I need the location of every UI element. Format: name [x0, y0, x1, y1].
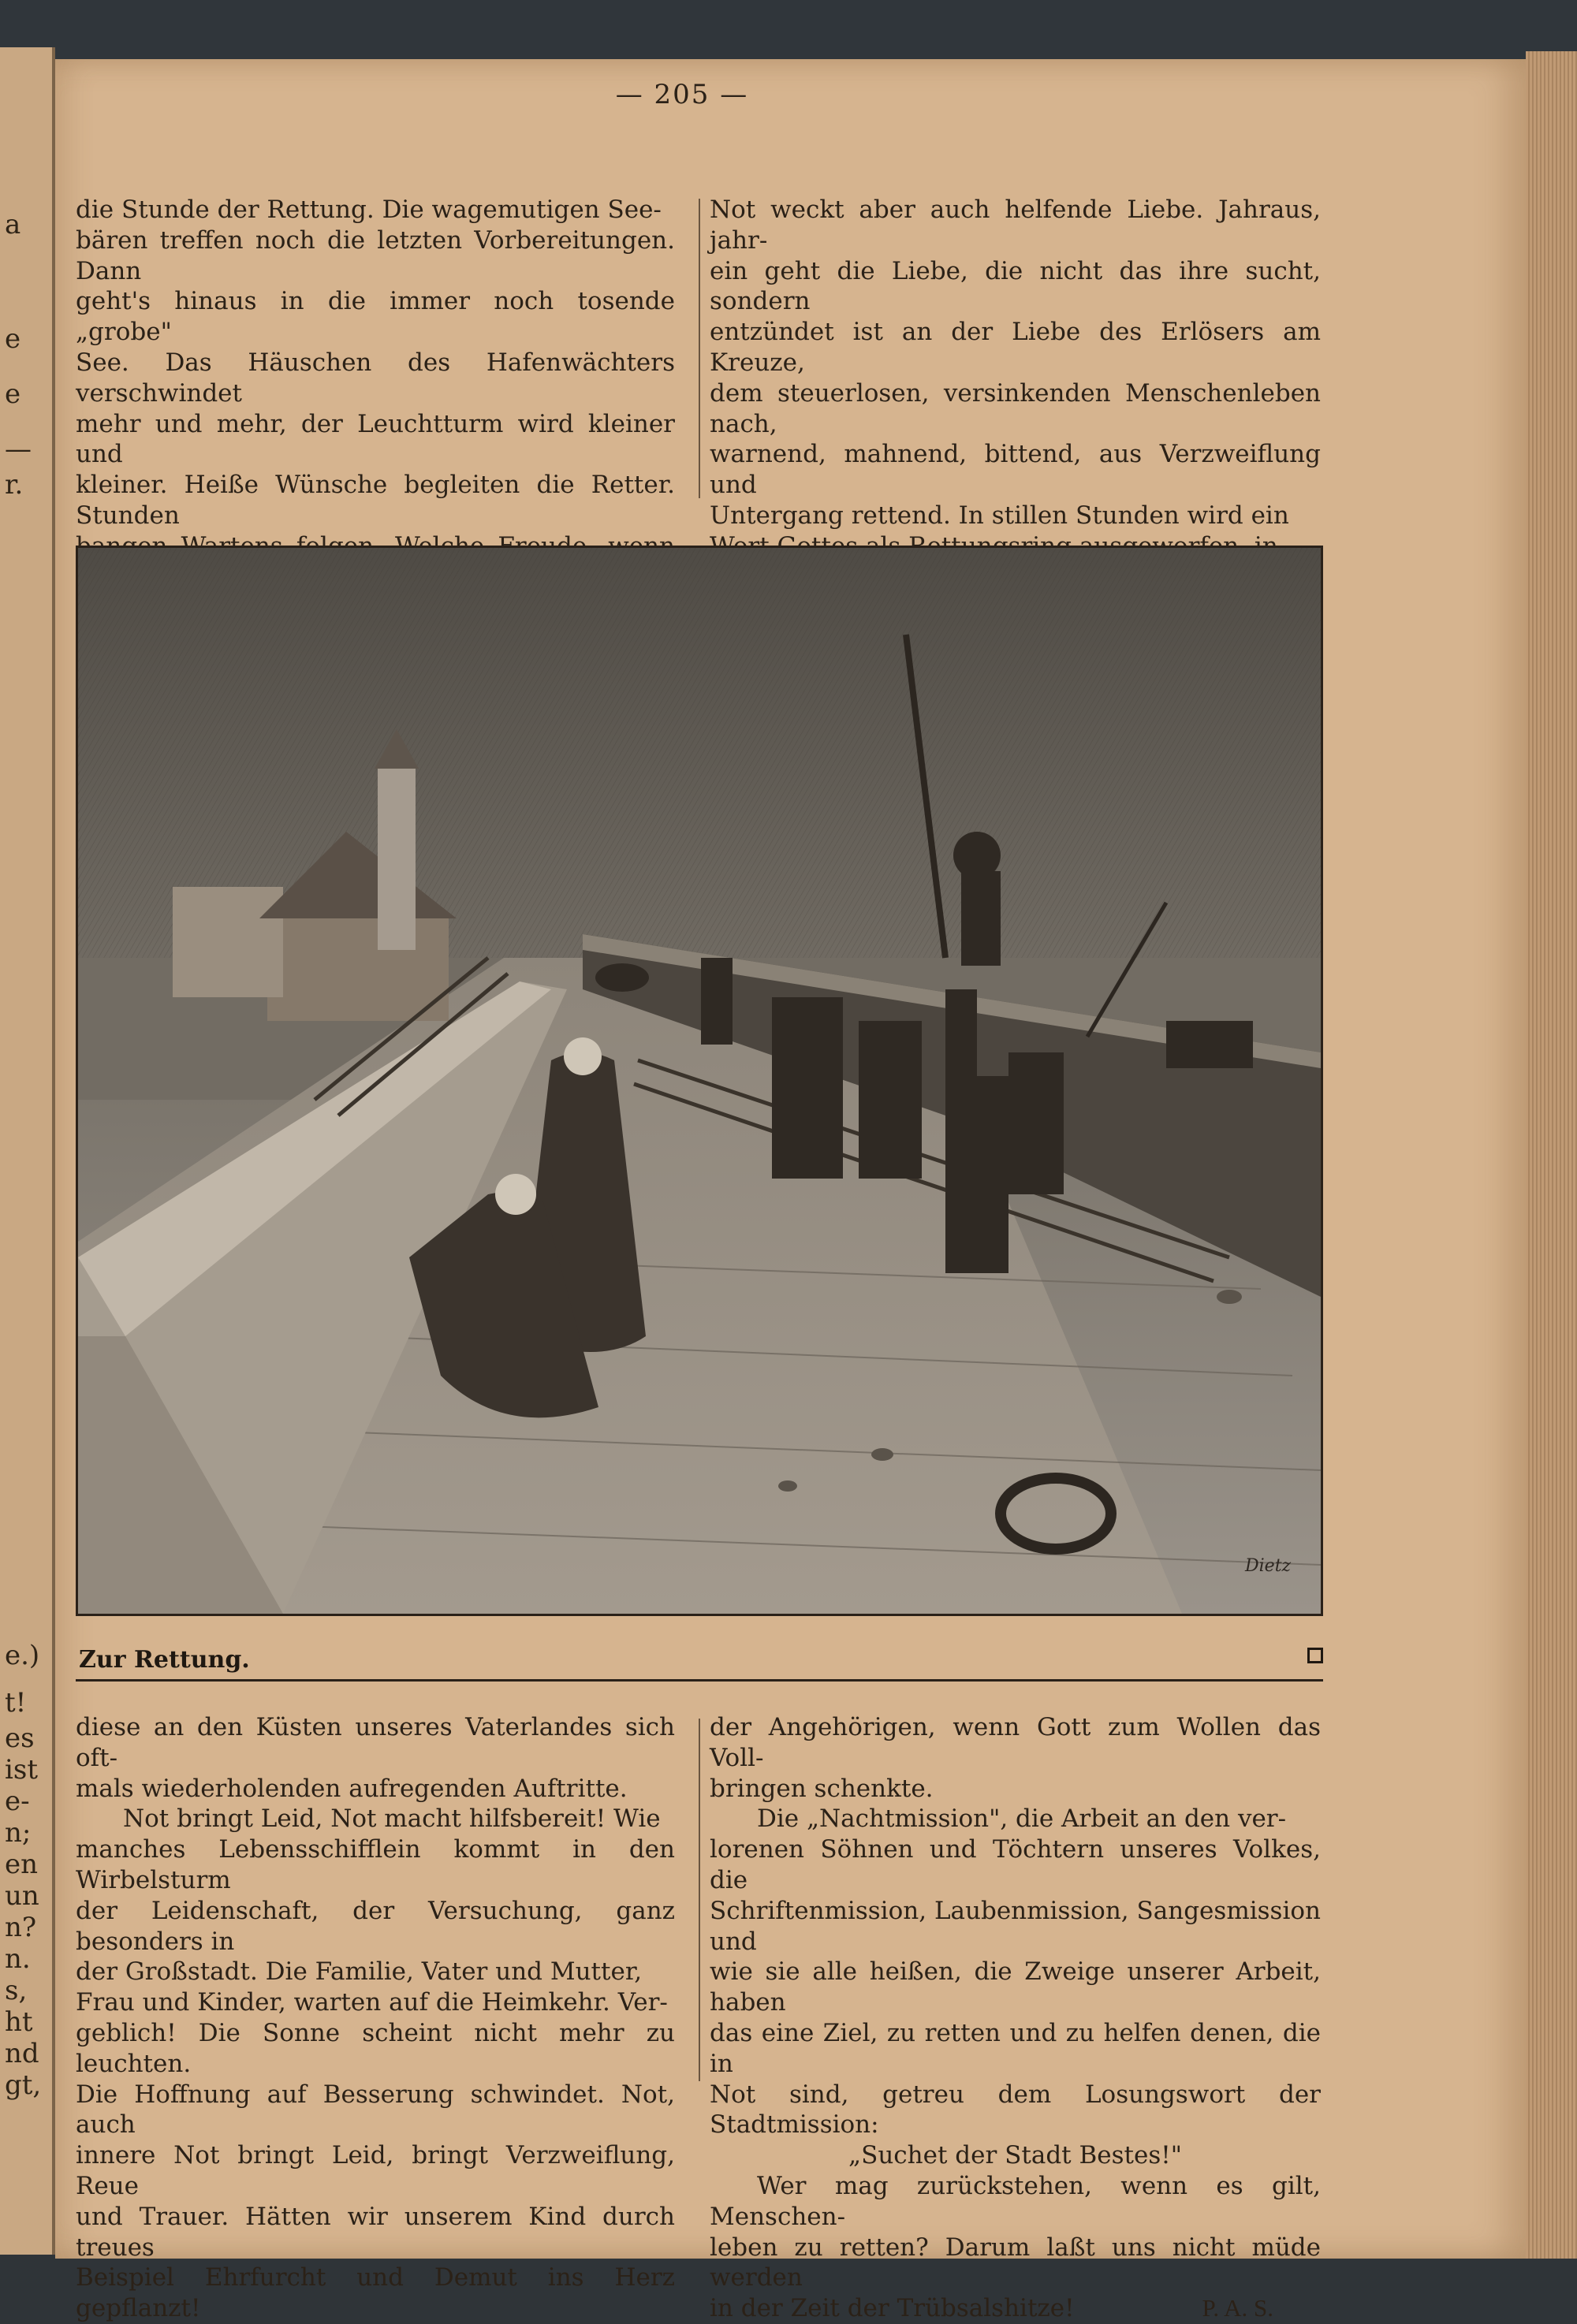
margin-fragment: ist: [5, 1754, 38, 1786]
text-line: Untergang rettend. In stillen Stunden wird ein: [710, 501, 1289, 530]
margin-fragment: n.: [5, 1943, 31, 1975]
text-line: und Trauer. Hätten wir unserem Kind durch treues: [76, 2202, 675, 2262]
text-line: dem steuerlosen, versinkenden Menschenleben nach,: [710, 378, 1321, 438]
text-line: Frau und Kinder, warten auf die Heimkehr. Ver-: [76, 1988, 668, 2017]
text-line: der Leidenschaft, der Versuchung, ganz besonders in: [76, 1896, 675, 1956]
margin-fragment: nd: [5, 2038, 39, 2069]
text-line: das eine Ziel, zu retten und zu helfen denen, die in: [710, 2018, 1321, 2078]
artist-signature: Dietz: [1245, 1556, 1292, 1576]
facing-page-edge: [0, 47, 55, 2255]
bottom-right-column: [710, 1712, 1321, 2324]
text-line: bringen schenkte.: [710, 1774, 934, 1803]
text-line: ein geht die Liebe, die nicht das ihre sucht, sondern: [710, 256, 1321, 316]
margin-fragment: n?: [5, 1912, 37, 1943]
author-signature: P. A. S.: [1202, 2294, 1273, 2322]
text-line: geht's hinaus in die immer noch tosende „grobe": [76, 287, 675, 347]
text-line: in der Zeit der Trübsalshitze!: [710, 2294, 1075, 2323]
engraving-illustration: [76, 546, 1323, 1616]
text-line: bären treffen noch die letzten Vorbereitungen. Dann: [76, 225, 675, 285]
text-line: Wer mag zurückstehen, wenn es gilt, Menschen-: [710, 2171, 1321, 2231]
text-line: leben zu retten? Darum laßt uns nicht müde werden: [710, 2233, 1321, 2292]
text-line: See. Das Häuschen des Hafenwächters verschwindet: [76, 348, 675, 408]
text-line: Beispiel Ehrfurcht und Demut ins Herz gepflanzt!: [76, 2263, 675, 2323]
text-line: lorenen Söhnen und Töchtern unseres Volkes, die: [710, 1835, 1321, 1894]
motto-line: „Suchet der Stadt Bestes!": [848, 2141, 1182, 2170]
margin-fragment: e: [5, 378, 21, 410]
caption-rule: [76, 1679, 1323, 1682]
text-line: Die „Nachtmission", die Arbeit an den ver-: [757, 1804, 1287, 1834]
text-line: Not weckt aber auch helfende Liebe. Jahraus, jahr-: [710, 196, 1321, 255]
margin-fragment: en: [5, 1849, 39, 1880]
column-divider: [699, 1719, 700, 2081]
text-line: Not sind, getreu dem Losungswort der Stadtmission:: [710, 2080, 1321, 2140]
text-line: der Angehörigen, wenn Gott zum Wollen das Voll-: [710, 1713, 1321, 1772]
bottom-left-column: [76, 1712, 675, 2324]
text-line: die Stunde der Rettung. Die wagemutigen See-: [76, 196, 662, 224]
book-cover-top: [0, 0, 1577, 63]
text-line: kleiner. Heiße Wünsche begleiten die Retter. Stunden: [76, 471, 675, 530]
text-line: Not bringt Leid, Not macht hilfsbereit! Wie: [123, 1804, 661, 1834]
text-line: geblich! Die Sonne scheint nicht mehr zu leuchten.: [76, 2018, 675, 2078]
margin-fragment: —: [5, 434, 32, 465]
text-line: wie sie alle heißen, die Zweige unserer Arbeit, haben: [710, 1957, 1321, 2017]
margin-fragment: s,: [5, 1975, 28, 2006]
margin-fragment: ht: [5, 2006, 33, 2038]
text-line: der Großstadt. Die Familie, Vater und Mutter,: [76, 1957, 643, 1987]
text-line: mehr und mehr, der Leuchtturm wird kleiner und: [76, 409, 675, 469]
figure-caption: Zur Rettung.: [79, 1646, 250, 1674]
caption-end-mark: [1307, 1648, 1323, 1663]
text-line: mals wiederholenden aufregenden Auftritte.: [76, 1774, 628, 1803]
text-line: Schriftenmission, Laubenmission, Sangesmission und: [710, 1896, 1321, 1956]
closing-line: [710, 2293, 1321, 2324]
text-line: diese an den Küsten unseres Vaterlandes sich oft-: [76, 1713, 675, 1772]
text-line: Die Hoffnung auf Besserung schwindet. Not, auch: [76, 2080, 675, 2140]
text-line: entzündet ist an der Liebe des Erlösers am Kreuze,: [710, 318, 1321, 377]
margin-fragment: r.: [5, 469, 24, 501]
margin-fragment: n;: [5, 1817, 32, 1849]
margin-fragment: un: [5, 1880, 39, 1912]
column-divider: [699, 199, 700, 498]
margin-fragment: gt,: [5, 2069, 42, 2101]
margin-fragment: t!: [5, 1687, 27, 1719]
page-number: — 205 —: [615, 79, 749, 110]
margin-fragment: es: [5, 1723, 35, 1754]
page-stack-edge: [1526, 51, 1577, 2259]
margin-fragment: e.): [5, 1640, 40, 1671]
margin-fragment: e-: [5, 1786, 30, 1817]
margin-fragment: a: [5, 209, 21, 240]
text-line: warnend, mahnend, bittend, aus Verzweiflung und: [710, 440, 1321, 500]
text-line: innere Not bringt Leid, bringt Verzweiflung, Reue: [76, 2141, 675, 2200]
margin-fragment: e: [5, 323, 21, 355]
text-line: manches Lebensschifflein kommt in den Wirbelsturm: [76, 1835, 675, 1894]
